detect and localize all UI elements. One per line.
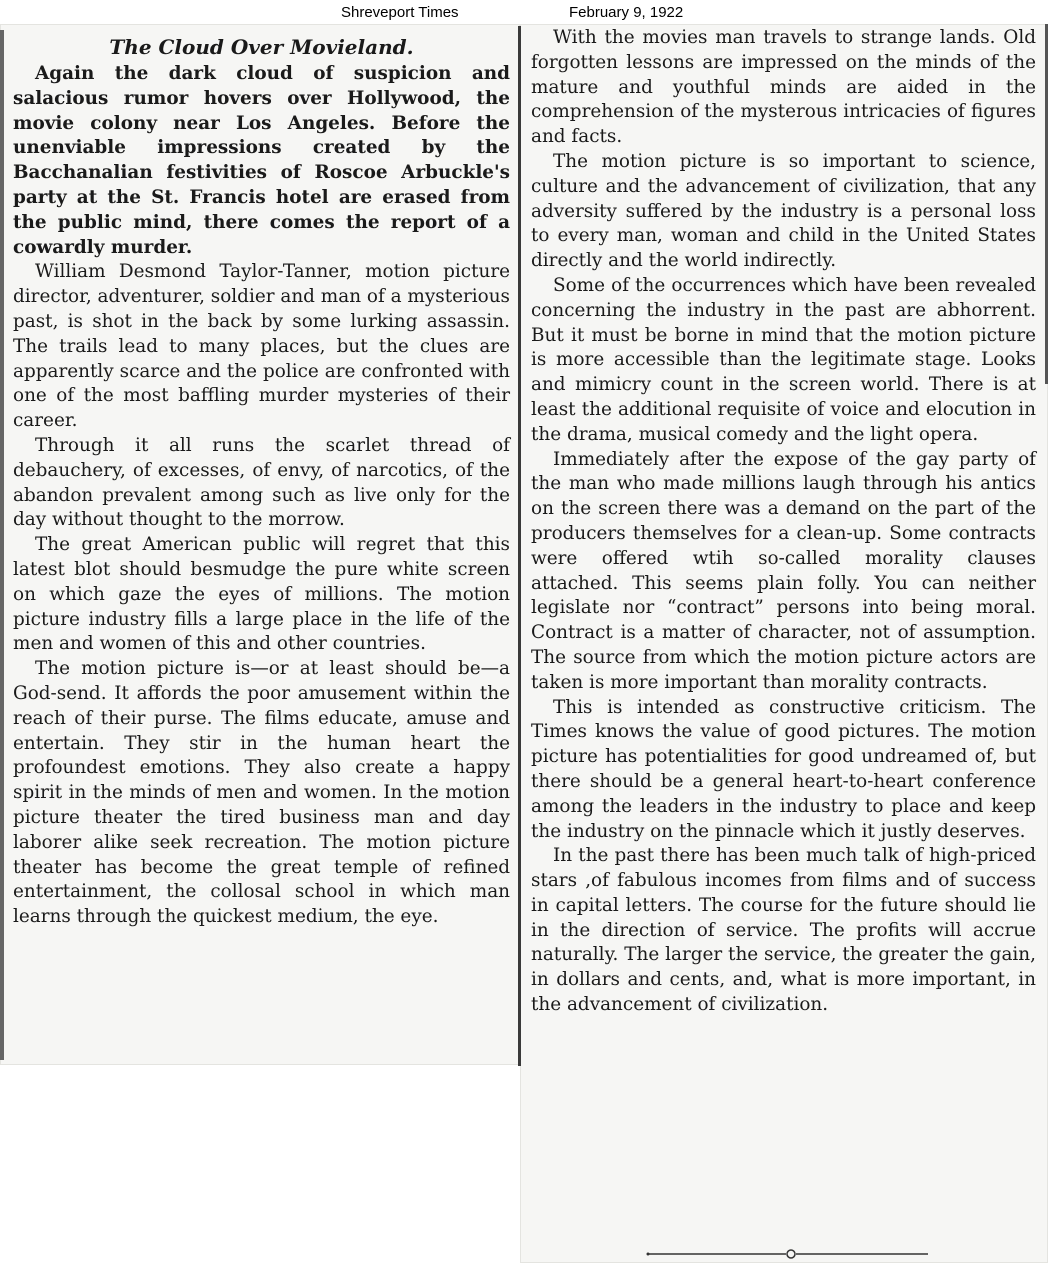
- column-rule: [518, 26, 521, 1066]
- paragraph: Again the dark cloud of suspicion and salacious rumor hovers over Hollywood, the movie colony near Los Angeles. Before the unenviable impressions created by the Bacchanalian festivities of Roscoe Arbuckle's party at the St. Francis hotel are erased from the public mind, there comes the report of a cowardly murder.: [13, 63, 510, 258]
- scan-edge-right: [1045, 24, 1048, 384]
- paragraph: The motion picture is—or at least should be—a God-send. It affords the poor amusement within the reach of their purse. The films educate, amuse and entertain. They stir in the human heart the profoundest emotions. They also create a happy spirit in the minds of men and women. In the motion picture theater the tired business man and day laborer alike seek recreation. The motion picture theater has become the great temple of refined entertainment, the collosal school in which man learns through the quickest medium, the eye.: [13, 658, 510, 928]
- end-of-article-rule: [640, 1248, 930, 1260]
- left-column-text: [13, 34, 510, 930]
- publication-name: Shreveport Times: [341, 4, 459, 21]
- scan-edge-left: [0, 30, 4, 1060]
- paragraph: Immediately after the expose of the gay party of the man who made millions laugh through his antics on the screen there was a demand on the part of the producers themselves for a clean-up. Some contracts were offered wtih so-called morality clauses attached. This seems plain folly. You can neither legislate nor “contract” persons into being moral. Contract is a matter of character, not of assumption. The source from which the motion picture actors are taken is more important than morality contracts.: [531, 448, 1036, 693]
- paragraph: William Desmond Taylor-Tanner, motion picture director, adventurer, soldier and man of a mysterious past, is shot in the back by some lurking assassin. The trails lead to many places, but the clues are apparently scarce and the police are confronted with one of the most baffling murder mysteries of their career.: [13, 261, 510, 432]
- paragraph: Through it all runs the scarlet thread of debauchery, of excesses, of envy, of narcotics, of the abandon prevalent among such as live only for the day without thought to the morrow.: [13, 434, 510, 531]
- paragraph: In the past there has been much talk of high-priced stars ,of fabulous incomes from films and of success in capital letters. The course for the future should lie in the direction of service. The profits will accrue naturally. The larger the service, the greater the gain, in dollars and cents, and, what is more important, in the advancement of civilization.: [531, 845, 1036, 1016]
- paragraph: The great American public will regret that this latest blot should besmudge the pure white screen on which gaze the eyes of millions. The motion picture industry fills a large place in the life of the men and women of this and other countries.: [13, 534, 510, 655]
- paragraph: Some of the occurrences which have been revealed concerning the industry in the past are abhorrent. But it must be borne in mind that the motion picture is more accessible than the legitimate stage. Looks and mimicry count in the screen world. There is at least the additional requisite of voice and elocution in the drama, musical comedy and the light opera.: [531, 274, 1036, 445]
- clipping-header: [0, 0, 1052, 26]
- article-title: The Cloud Over Movieland.: [109, 35, 414, 59]
- publication-date: February 9, 1922: [569, 4, 684, 21]
- paragraph: This is intended as constructive criticism. The Times knows the value of good pictures. The motion picture has potentialities for good undreamed of, but there should be a general heart-to-heart conference among the leaders in the industry to place and keep the industry on the pinnacle which it justly deserves.: [531, 696, 1036, 842]
- paragraph: With the movies man travels to strange lands. Old forgotten lessons are impressed on the minds of the mature and youthful minds are aided in the comprehension of the mysterous intricacies of figures and facts.: [531, 27, 1036, 148]
- right-column-text: [531, 26, 1036, 1018]
- paragraph: The motion picture is so important to science, culture and the advancement of civilization, that any adversity suffered by the industry is a personal loss to every man, woman and child in the United States directly and the world indirectly.: [531, 150, 1036, 272]
